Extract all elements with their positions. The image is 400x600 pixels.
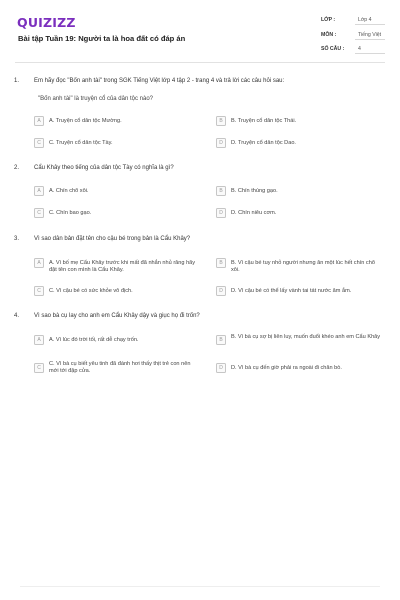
option-text: C. Chín bao gạo. [49, 209, 92, 216]
option-text: D. Truyện cổ dân tộc Dao. [231, 139, 296, 146]
question-text: Vì sao bà cụ lay cho anh em Cẩu Khây dậy và giục họ đi trốn? [34, 313, 200, 319]
meta-divider [355, 39, 385, 40]
option-letter-box: D [216, 363, 226, 373]
option-letter-box: A [34, 335, 44, 345]
meta-divider [355, 24, 385, 25]
option-letter-box: C [34, 208, 44, 218]
option-letter-box: A [34, 258, 44, 268]
option-letter-box: B [216, 116, 226, 126]
question-text: Vì sao dân bản đặt tên cho cậu bé trong bản là Cẩu Khây? [34, 236, 191, 242]
option-text: A. Chín chõ xôi. [49, 187, 89, 194]
meta-label: SỐ CÂU : [321, 46, 345, 52]
option-letter-box: C [34, 363, 44, 373]
option-text: B. Vì cậu bé tuy nhỏ người nhưng ăn một lúc hết chín chõ xôi. [231, 259, 375, 273]
option-text: C. Vì bà cụ biết yêu tinh đã đánh hơi thấy thịt trẻ con nên mới tới đập cửa. [49, 361, 191, 374]
option-letter-box: A [34, 116, 44, 126]
header-divider [15, 62, 385, 63]
option-text: A. Truyện cổ dân tộc Mường. [49, 117, 122, 124]
option-text: B. Chín thúng gạo. [231, 187, 278, 194]
meta-value: 4 [358, 46, 361, 52]
option-text: A. Vì bố mẹ Cẩu Khây trước khi mất đã nhắn nhủ răng hãy đặt tên con mình là Cẩu Khây. [49, 259, 196, 273]
worksheet-title: Bài tập Tuần 19: Người ta là hoa đất có đáp án [18, 34, 186, 43]
option-text: A. Vì lúc đó trời tối, rất dễ chạy trốn. [49, 336, 139, 343]
option-letter-box: D [216, 138, 226, 148]
question-number: 4. [14, 313, 20, 319]
worksheet-header [15, 12, 385, 60]
meta-value: Lớp 4 [358, 17, 372, 23]
option-text: C. Truyện cổ dân tộc Tày. [49, 139, 113, 146]
meta-row-count [321, 46, 385, 61]
meta-value: Tiếng Việt [358, 31, 382, 38]
worksheet-meta [321, 17, 385, 61]
option-text: B. Vì bà cụ sợ bị liên luy, muốn đuổi khéo anh em Cẩu Khây [231, 334, 381, 340]
option-letter-box: D [216, 208, 226, 218]
question-number: 3. [14, 236, 20, 242]
option-text: C. Vì cậu bé có sức khỏe vô địch. [49, 287, 133, 294]
option-letter-box: B [216, 258, 226, 268]
meta-label: MÔN : [321, 31, 337, 38]
option-text: B. Truyện cổ dân tộc Thái. [231, 117, 297, 124]
option-letter-box: B [216, 186, 226, 196]
meta-divider [355, 53, 385, 54]
meta-label: LỚP : [321, 17, 336, 23]
option-letter-box: C [34, 138, 44, 148]
question-text: Em hãy đọc "Bốn anh tài" trong SGK Tiếng Việt lớp 4 tập 2 - trang 4 và trả lời các câu hỏi sau: [34, 78, 285, 84]
option-text: D. Chín niêu cơm. [231, 209, 277, 216]
meta-row-grade [321, 17, 385, 32]
option-letter-box: C [34, 286, 44, 296]
option-letter-box: A [34, 186, 44, 196]
question-number: 1. [14, 78, 20, 84]
option-text: D. Vì bà cụ đến giờ phải ra ngoài đi chăn bò. [231, 364, 342, 371]
quizizz-logo: QUIZIZZ [17, 15, 76, 30]
question-subtext: "Bốn anh tài" là truyện cổ của dân tộc nào? [38, 96, 154, 102]
option-letter-box: D [216, 286, 226, 296]
footer-divider [20, 586, 380, 587]
question-number: 2. [14, 165, 20, 171]
question-text: Cẩu Khây theo tiếng của dân tộc Tày có nghĩa là gì? [34, 165, 174, 171]
option-text: D. Vì cậu bé có thể lấy vành tai tát nước ăm ắm. [231, 287, 352, 294]
meta-row-subject [321, 32, 385, 47]
option-letter-box: B [216, 335, 226, 345]
